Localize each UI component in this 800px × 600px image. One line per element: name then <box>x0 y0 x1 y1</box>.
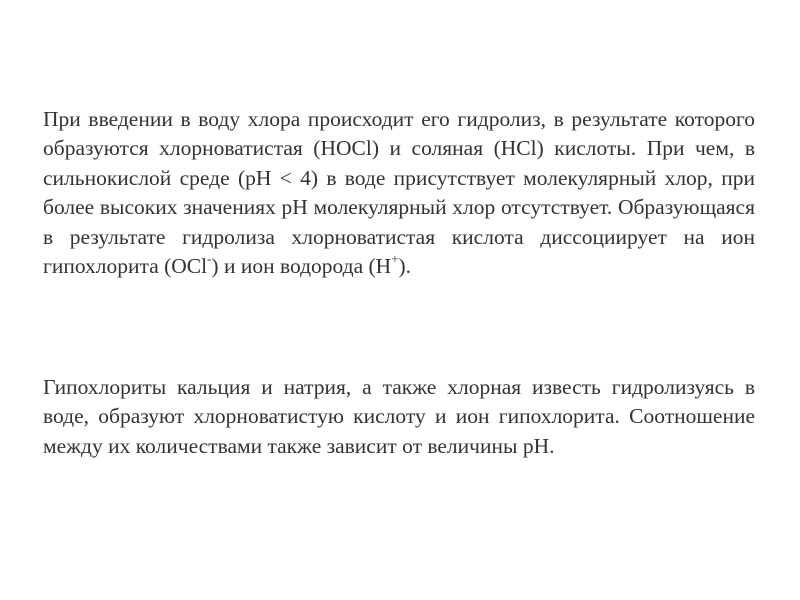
paragraph-1-text <box>43 105 755 281</box>
paragraph-hypochlorites <box>43 373 755 461</box>
paragraph-hydrolysis <box>43 105 755 281</box>
paragraph-1-part-3: ). <box>398 254 412 279</box>
paragraph-1-part-2: ) и ион водорода (H <box>211 254 392 279</box>
paragraph-2-text: Гипохлориты кальция и натрия, а также хлорная известь гидролизуясь в воде, образуют хлорноватистую кислоту и ион гипохлорита. Соотношение между их количествами также зависит от величины pH. <box>43 375 755 458</box>
ocl-charge-superscript: - <box>207 251 212 266</box>
paragraph-1-part-1: При введении в воду хлора происходит его гидролиз, в результате которого образуются хлорноватистая (HOCl) и соляная (HCl) кислоты. При чем, в сильнокислой среде (pH < 4) в воде присутствует молекулярный хлор, при более высоких значениях pH молекулярный хлор отсутствует. Образующаяся в результате гидролиза хлорноватистая кислота диссоциирует на ион гипохлорита (OCl <box>43 107 755 279</box>
h-charge-superscript: + <box>391 251 399 266</box>
